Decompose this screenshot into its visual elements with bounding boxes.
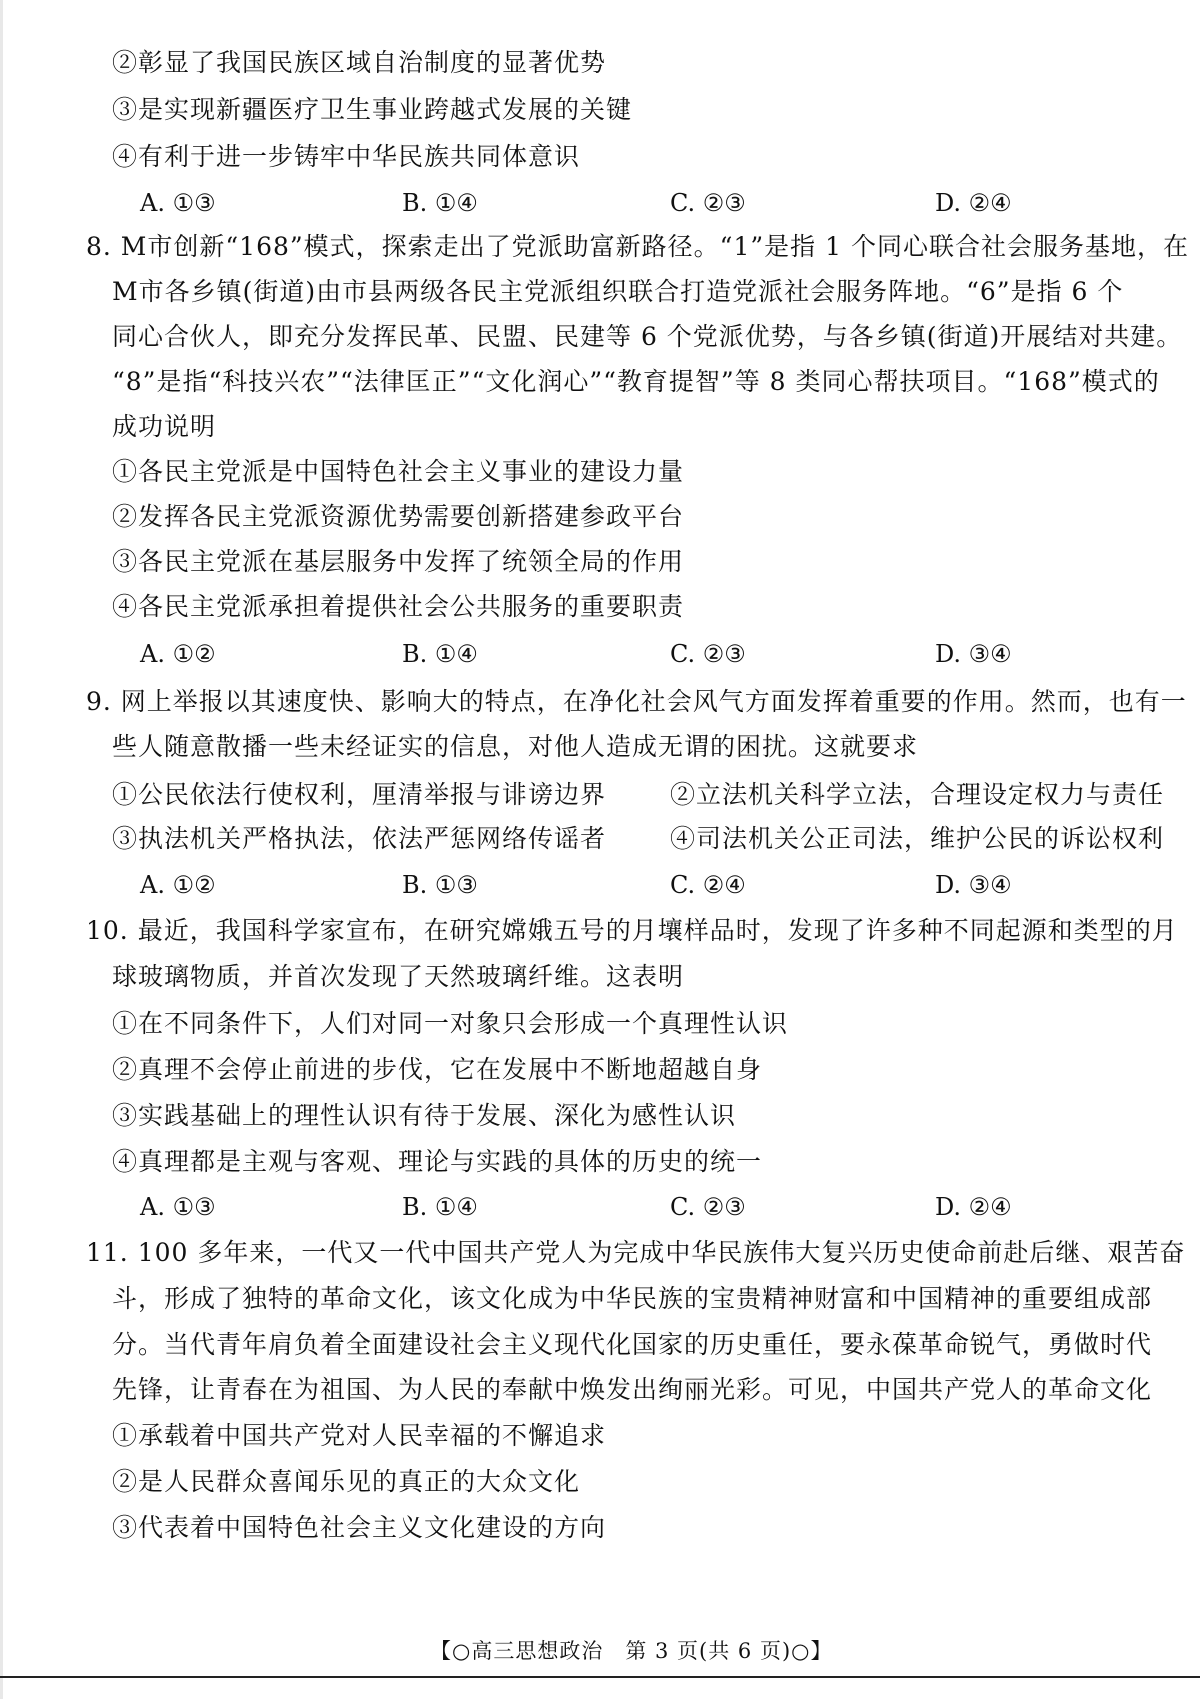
q7-option-c: C. ②③: [670, 189, 746, 217]
q8-stem-line-3: 同心合伙人，即充分发挥民革、民盟、民建等 6 个党派优势，与各乡镇(街道)开展结对共建。: [112, 322, 1183, 351]
bottom-rule: [0, 1676, 1200, 1678]
q7-option-a: A. ①③: [140, 189, 216, 217]
q9-option-d: D. ③④: [935, 871, 1012, 899]
q8-option-c: C. ②③: [670, 640, 746, 668]
q11-statement-3: ③代表着中国特色社会主义文化建设的方向: [112, 1513, 607, 1542]
q9-option-c: C. ②④: [670, 871, 746, 899]
q7-statement-2: ②彰显了我国民族区域自治制度的显著优势: [112, 48, 607, 77]
q9-statement-4: ④司法机关公正司法，维护公民的诉讼权利: [670, 824, 1165, 853]
q10-statement-3: ③实践基础上的理性认识有待于发展、深化为感性认识: [112, 1101, 737, 1130]
q10-option-a: A. ①③: [140, 1193, 216, 1221]
q9-statement-2: ②立法机关科学立法，合理设定权力与责任: [670, 780, 1165, 809]
q10-option-c: C. ②③: [670, 1193, 746, 1221]
q10-option-d: D. ②④: [935, 1193, 1012, 1221]
q10-option-b: B. ①④: [402, 1193, 478, 1221]
q11-stem-line-1: 11. 100 多年来，一代又一代中国共产党人为完成中华民族伟大复兴历史使命前赴后继、艰苦奋: [86, 1238, 1186, 1267]
q9-statement-1: ①公民依法行使权利，厘清举报与诽谤边界: [112, 780, 607, 809]
q10-stem-line-2: 球玻璃物质，并首次发现了天然玻璃纤维。这表明: [112, 962, 685, 991]
q11-stem-line-4: 先锋，让青春在为祖国、为人民的奉献中焕发出绚丽光彩。可见，中国共产党人的革命文化: [112, 1375, 1153, 1404]
scan-edge-left: [0, 0, 3, 1699]
q10-statement-2: ②真理不会停止前进的步伐，它在发展中不断地超越自身: [112, 1055, 763, 1084]
q9-statement-3: ③执法机关严格执法，依法严惩网络传谣者: [112, 824, 607, 853]
q8-stem-line-5: 成功说明: [112, 412, 217, 441]
q9-stem-line-1: 9. 网上举报以其速度快、影响大的特点，在净化社会风气方面发挥着重要的作用。然而，也有一: [86, 687, 1187, 716]
q11-stem-line-3: 分。当代青年肩负着全面建设社会主义现代化国家的历史重任，要永葆革命锐气，勇做时代: [112, 1330, 1153, 1359]
q8-option-d: D. ③④: [935, 640, 1012, 668]
q10-statement-4: ④真理都是主观与客观、理论与实践的具体的历史的统一: [112, 1147, 763, 1176]
q8-stem-line-2: M市各乡镇(街道)由市县两级各民主党派组织联合打造党派社会服务阵地。“6”是指 6 个: [112, 277, 1124, 306]
q8-stem-line-1: 8. M市创新“168”模式，探索走出了党派助富新路径。“1”是指 1 个同心联合社会服务基地，在: [86, 232, 1189, 261]
q8-statement-2: ②发挥各民主党派资源优势需要创新搭建参政平台: [112, 502, 685, 531]
q11-stem-line-2: 斗，形成了独特的革命文化，该文化成为中华民族的宝贵精神财富和中国精神的重要组成部: [112, 1284, 1153, 1313]
q10-stem-line-1: 10. 最近，我国科学家宣布，在研究嫦娥五号的月壤样品时，发现了许多种不同起源和类型的月: [86, 916, 1178, 945]
q7-statement-3: ③是实现新疆医疗卫生事业跨越式发展的关键: [112, 95, 633, 124]
q8-statement-1: ①各民主党派是中国特色社会主义事业的建设力量: [112, 457, 685, 486]
q11-statement-2: ②是人民群众喜闻乐见的真正的大众文化: [112, 1467, 581, 1496]
q10-statement-1: ①在不同条件下，人们对同一对象只会形成一个真理性认识: [112, 1009, 789, 1038]
q8-statement-3: ③各民主党派在基层服务中发挥了统领全局的作用: [112, 547, 685, 576]
q9-stem-line-2: 些人随意散播一些未经证实的信息，对他人造成无谓的困扰。这就要求: [112, 732, 919, 761]
q8-option-a: A. ①②: [140, 640, 216, 668]
q11-statement-1: ①承载着中国共产党对人民幸福的不懈追求: [112, 1421, 607, 1450]
q8-statement-4: ④各民主党派承担着提供社会公共服务的重要职责: [112, 592, 685, 621]
q7-statement-4: ④有利于进一步铸牢中华民族共同体意识: [112, 142, 581, 171]
q9-option-a: A. ①②: [140, 871, 216, 899]
page-footer: 【○高三思想政治 第 3 页(共 6 页)○】: [430, 1639, 833, 1663]
q9-option-b: B. ①③: [402, 871, 478, 899]
q8-option-b: B. ①④: [402, 640, 478, 668]
q8-stem-line-4: “8”是指“科技兴农”“法律匡正”“文化润心”“教育提智”等 8 类同心帮扶项目。“168”模式的: [112, 367, 1160, 396]
q7-option-b: B. ①④: [402, 189, 478, 217]
q7-option-d: D. ②④: [935, 189, 1012, 217]
